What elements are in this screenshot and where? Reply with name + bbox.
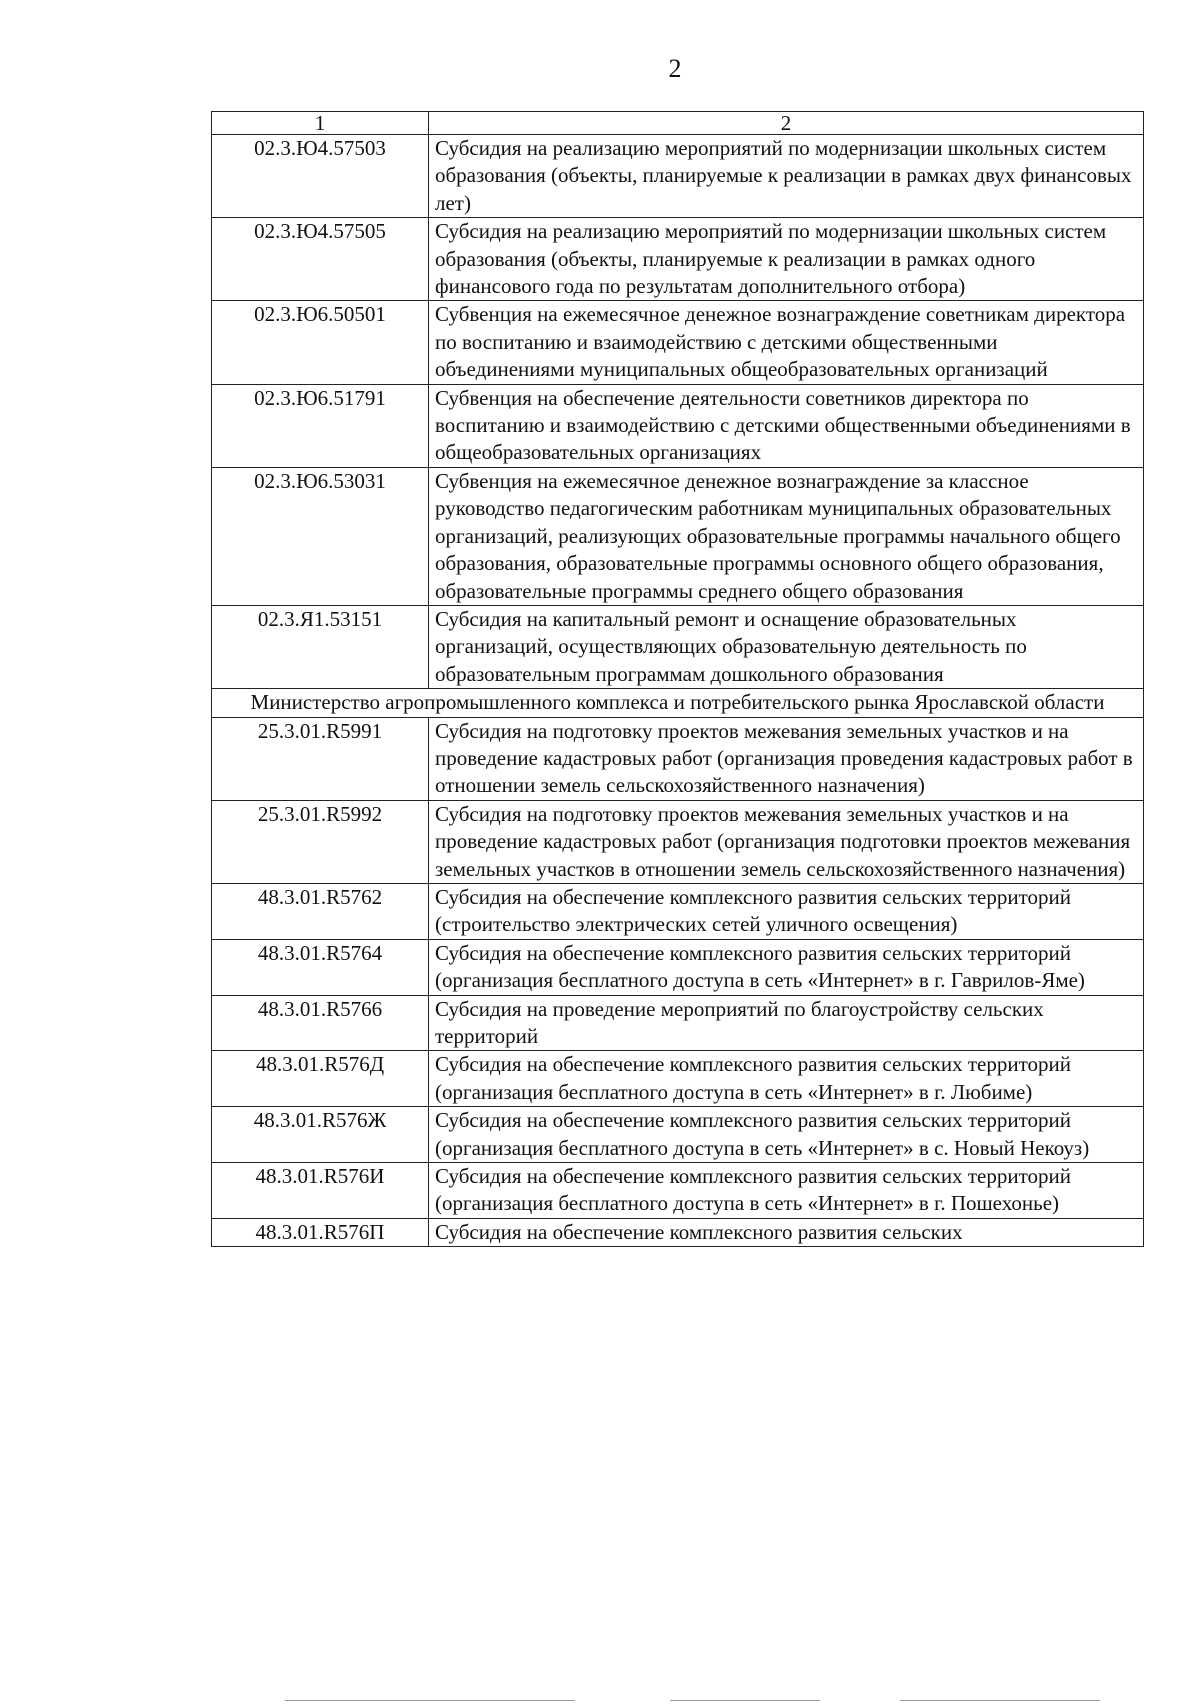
subsidy-description: Субсидия на подготовку проектов межевания земельных участков и на проведение кадастровых работ (организация подготовки проектов межевания земельных участков в отношении земель сельскохозяйственного назначения) xyxy=(429,800,1144,883)
table-row xyxy=(212,301,1144,384)
budget-code: 25.3.01.R5992 xyxy=(212,800,429,883)
table-row xyxy=(212,1218,1144,1246)
budget-codes-table xyxy=(211,111,1144,1247)
table-row xyxy=(212,1051,1144,1107)
column-header-1: 1 xyxy=(212,112,429,135)
subsidy-description: Субсидия на обеспечение комплексного развития сельских территорий (организация бесплатного доступа в сеть «Интернет» в г. Гаврилов-Яме) xyxy=(429,939,1144,995)
budget-code: 48.3.01.R576Ж xyxy=(212,1107,429,1163)
subsidy-description: Субсидия на обеспечение комплексного развития сельских территорий (организация бесплатного доступа в сеть «Интернет» в г. Пошехонье) xyxy=(429,1163,1144,1219)
budget-code: 02.3.Я1.53151 xyxy=(212,605,429,688)
subsidy-description: Субсидия на реализацию мероприятий по модернизации школьных систем образования (объекты, планируемые к реализации в рамках двух финансовых лет) xyxy=(429,135,1144,218)
budget-code: 25.3.01.R5991 xyxy=(212,717,429,800)
table-row xyxy=(212,717,1144,800)
subsidy-description: Субсидия на реализацию мероприятий по модернизации школьных систем образования (объекты, планируемые к реализации в рамках одного финансового года по результатам дополнительного отбора) xyxy=(429,218,1144,301)
subsidy-description: Субвенция на обеспечение деятельности советников директора по воспитанию и взаимодействию с детскими общественными объединениями в общеобразовательных организациях xyxy=(429,384,1144,467)
table-row xyxy=(212,1107,1144,1163)
scan-artifact-line xyxy=(285,1700,575,1701)
budget-code: 48.3.01.R576Д xyxy=(212,1051,429,1107)
scan-artifact-line xyxy=(670,1700,820,1701)
table-row xyxy=(212,218,1144,301)
table-row xyxy=(212,135,1144,218)
table-row xyxy=(212,939,1144,995)
page-number: 2 xyxy=(668,54,682,83)
table-row xyxy=(212,995,1144,1051)
budget-code: 48.3.01.R5766 xyxy=(212,995,429,1051)
subsidy-description: Субвенция на ежемесячное денежное вознаграждение за классное руководство педагогическим работникам муниципальных образовательных организаций, реализующих образовательные программы начального общего образования, образовательные программы основного общего образования, образовательные программы среднего общего образования xyxy=(429,467,1144,605)
subsidy-description: Субсидия на обеспечение комплексного развития сельских xyxy=(429,1218,1144,1246)
budget-code: 02.3.Ю6.53031 xyxy=(212,467,429,605)
budget-code: 48.3.01.R5764 xyxy=(212,939,429,995)
budget-code: 48.3.01.R5762 xyxy=(212,883,429,939)
table-row xyxy=(212,1163,1144,1219)
section-row xyxy=(212,689,1144,717)
table-row xyxy=(212,384,1144,467)
budget-code: 02.3.Ю6.50501 xyxy=(212,301,429,384)
subsidy-description: Субсидия на обеспечение комплексного развития сельских территорий (строительство электрических сетей уличного освещения) xyxy=(429,883,1144,939)
table-row xyxy=(212,605,1144,688)
subsidy-description: Субсидия на проведение мероприятий по благоустройству сельских территорий xyxy=(429,995,1144,1051)
table-row xyxy=(212,800,1144,883)
table-row xyxy=(212,467,1144,605)
budget-code: 02.3.Ю6.51791 xyxy=(212,384,429,467)
subsidy-description: Субсидия на капитальный ремонт и оснащение образовательных организаций, осуществляющих образовательную деятельность по образовательным программам дошкольного образования xyxy=(429,605,1144,688)
subsidy-description: Субвенция на ежемесячное денежное вознаграждение советникам директора по воспитанию и взаимодействию с детскими общественными объединениями муниципальных общеобразовательных организаций xyxy=(429,301,1144,384)
budget-code: 02.3.Ю4.57505 xyxy=(212,218,429,301)
column-number-row xyxy=(212,112,1144,135)
budget-code: 02.3.Ю4.57503 xyxy=(212,135,429,218)
table-row xyxy=(212,883,1144,939)
subsidy-description: Субсидия на подготовку проектов межевания земельных участков и на проведение кадастровых работ (организация проведения кадастровых работ в отношении земель сельскохозяйственного назначения) xyxy=(429,717,1144,800)
subsidy-description: Субсидия на обеспечение комплексного развития сельских территорий (организация бесплатного доступа в сеть «Интернет» в г. Любиме) xyxy=(429,1051,1144,1107)
scan-artifact-line xyxy=(900,1700,1100,1701)
ministry-section-heading: Министерство агропромышленного комплекса и потребительского рынка Ярославской области xyxy=(212,689,1144,717)
budget-code: 48.3.01.R576И xyxy=(212,1163,429,1219)
column-header-2: 2 xyxy=(429,112,1144,135)
subsidy-description: Субсидия на обеспечение комплексного развития сельских территорий (организация бесплатного доступа в сеть «Интернет» в с. Новый Некоуз) xyxy=(429,1107,1144,1163)
budget-code: 48.3.01.R576П xyxy=(212,1218,429,1246)
